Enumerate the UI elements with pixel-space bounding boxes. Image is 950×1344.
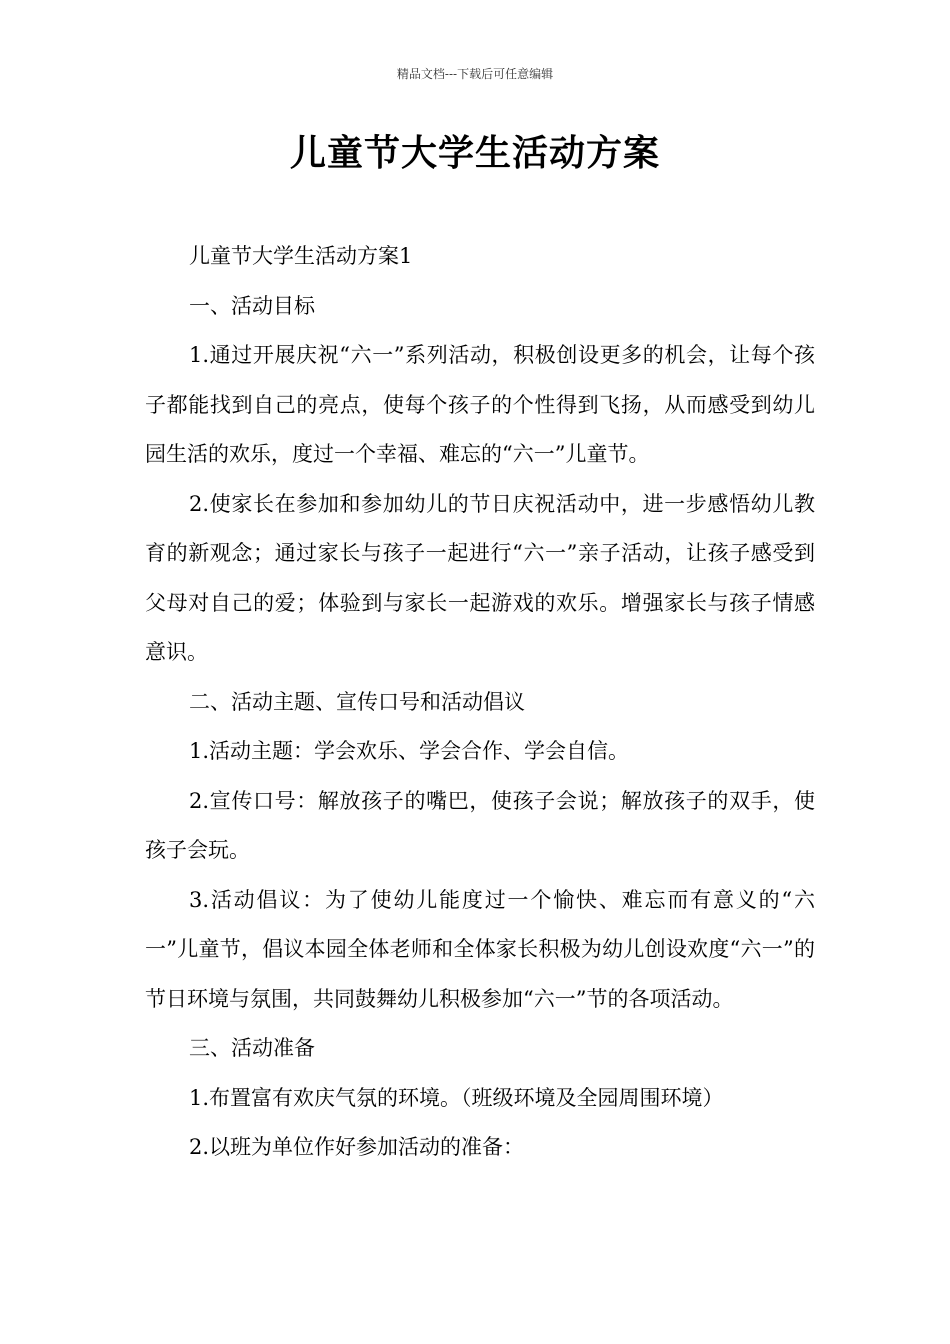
paragraph-preparation-1: 1.布置富有欢庆气氛的环境。（班级环境及全园周围环境） (189, 1085, 724, 1110)
paragraph-goal-1: 1.通过开展庆祝“六一”系列活动，积极创设更多的机会，让每个孩子都能找到自己的亮点，使每个孩子的个性得到飞扬，从而感受到幼儿园生活的欢乐，度过一个幸福、难忘的“六一”儿童节。 (145, 343, 815, 466)
paragraph-theme-2: 2.宣传口号：解放孩子的嘴巴，使孩子会说；解放孩子的双手，使孩子会玩。 (145, 788, 815, 862)
section-title: 儿童节大学生活动方案1 (189, 244, 413, 268)
paragraph-theme-3: 3.活动倡议：为了使幼儿能度过一个愉快、难忘而有意义的“六一”儿童节，倡议本园全体老师和全体家长积极为幼儿创设欢度“六一”的节日环境与氛围，共同鼓舞幼儿积极参加“六一”节的各项活动。 (145, 887, 815, 1011)
paragraph-theme-1: 1.活动主题：学会欢乐、学会合作、学会自信。 (189, 739, 630, 763)
document-title: 儿童节大学生活动方案 (289, 133, 660, 174)
heading-theme: 二、活动主题、宣传口号和活动倡议 (189, 689, 525, 714)
header-note: 精品文档---下载后可任意编辑 (396, 67, 554, 81)
paragraph-preparation-2: 2.以班为单位作好参加活动的准备： (189, 1135, 525, 1159)
heading-goals: 一、活动目标 (189, 293, 315, 318)
document-body (145, 232, 815, 1173)
paragraph-goal-2: 2.使家长在参加和参加幼儿的节日庆祝活动中，进一步感悟幼儿教育的新观念；通过家长与孩子一起进行“六一”亲子活动，让孩子感受到父母对自己的爱；体验到与家长一起游戏的欢乐。增强家长与孩子情感意识。 (145, 491, 815, 664)
heading-preparation: 三、活动准备 (189, 1036, 315, 1060)
